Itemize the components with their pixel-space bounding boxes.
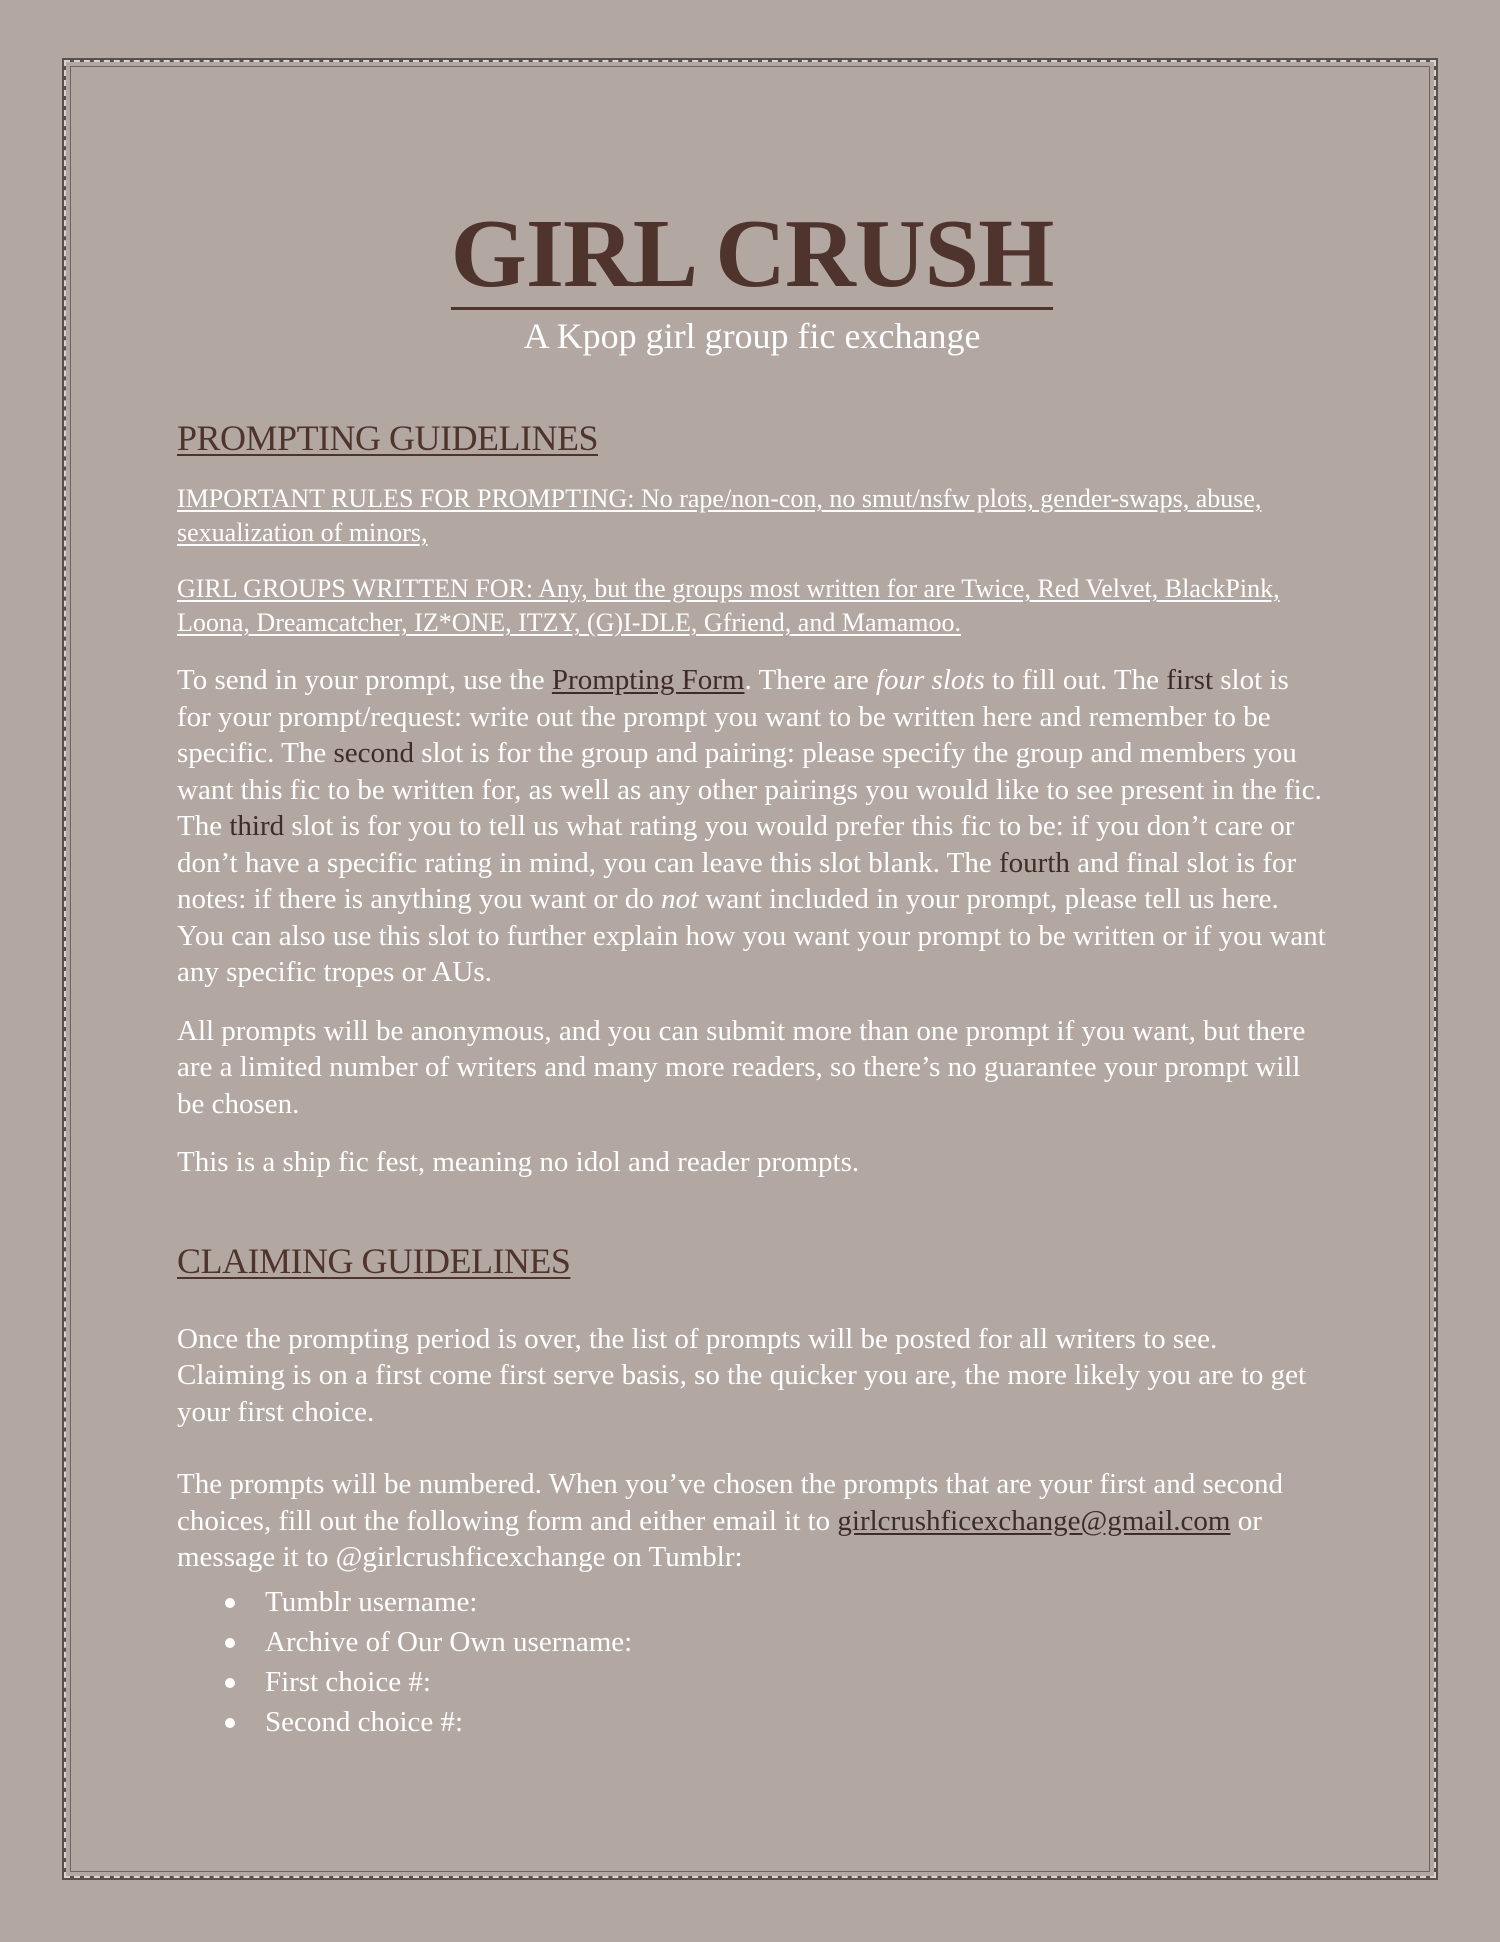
text-run: . There are [744,664,876,696]
anonymity-paragraph: All prompts will be anonymous, and you can submit more than one prompt if you want, but there are a limited number of writers and many more readers, so there’s no guarantee your prompt will be chosen. [177,1014,1306,1120]
text-run: The prompts will be numbered. When you’ve chosen the prompts that are your first and second choices, fill out the following form and either email it to [177,1468,1284,1537]
list-item: Archive of Our Own username: [265,1622,1327,1662]
prompting-heading [177,416,1327,460]
email-link[interactable]: girlcrushficexchange@gmail.com [837,1504,1231,1537]
list-item: First choice #: [265,1662,1327,1702]
emphasis-not: not [661,883,699,915]
page-title-text: GIRL CRUSH [450,200,1054,308]
text-run: and final slot is for notes: if there is anything you want or do [177,846,1297,915]
slot-first-word: first [1166,664,1213,696]
prompting-heading-text: PROMPTING GUIDELINES [177,418,598,458]
prompting-form-link[interactable]: Prompting Form [551,664,745,696]
text-run: want included in your prompt, please tell us here. You can also use this slot to further explain how you want your prompt to be written or if you want any specific tropes or AUs. [177,883,1326,988]
text-run: or message it to @girlcrushficexchange on Tumblr: [177,1504,1262,1573]
text-run: To send in your prompt, use the [177,664,552,696]
claiming-heading [177,1239,1327,1283]
girl-groups-note: GIRL GROUPS WRITTEN FOR: Any, but the groups most written for are Twice, Red Velvet, BlackPink, Loona, Dreamcatcher, IZ*ONE, ITZY, (G)I-DLE, Gfriend, and Mamamoo. [177,574,1280,637]
list-item: Tumblr username: [265,1582,1327,1622]
slot-third-word: third [229,810,285,842]
page-title [177,200,1327,310]
text-run: slot is for the group and pairing: please specify the group and members you want this fic to be written for, as well as any other pairings you would like to see present in the fic. The [177,737,1322,842]
prompt-instructions [177,662,1327,991]
page-subtitle: A Kpop girl group fic exchange [523,316,981,356]
slot-fourth-word: fourth [999,846,1070,879]
emphasis-four-slots: four slots [875,664,985,696]
text-run: slot is for your prompt/request: write out the prompt you want to be written here and remember to be specific. The [177,664,1289,769]
claiming-paragraph: Once the prompting period is over, the list of prompts will be posted for all writers to see. Claiming is on a first come first serve basis, so the quicker you are, the more likely you are to get your first choice. [177,1322,1307,1428]
prompting-rules: IMPORTANT RULES FOR PROMPTING: No rape/non-con, no smut/nsfw plots, gender-swaps, abuse, sexualization of minors, [177,484,1262,547]
text-run: slot is for you to tell us what rating you would prefer this fic to be: if you don’t care or don’t have a specific rating in mind, you can leave this slot blank. The [177,810,1295,879]
slot-second-word: second [333,737,415,769]
text-run: to fill out. The [984,664,1167,696]
claim-form-paragraph [177,1466,1327,1576]
document-content [177,200,1327,1742]
claiming-heading-text: CLAIMING GUIDELINES [177,1240,571,1281]
list-item: Second choice #: [265,1702,1327,1742]
ship-fic-paragraph: This is a ship fic fest, meaning no idol and reader prompts. [177,1146,860,1178]
claim-form-fields [177,1582,1327,1742]
